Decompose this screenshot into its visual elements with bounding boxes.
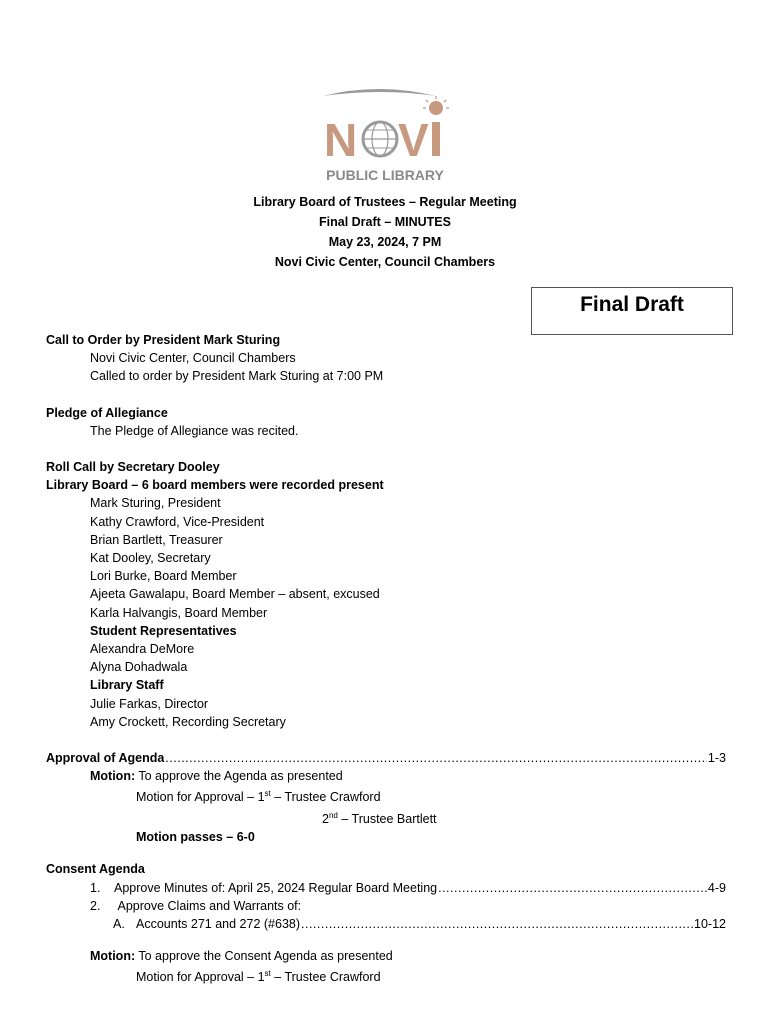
text-line: The Pledge of Allegiance was recited. xyxy=(90,423,299,438)
ordinal-sup: nd xyxy=(328,810,338,820)
section-heading-call-to-order: Call to Order by President Mark Sturing xyxy=(46,333,281,347)
motion-label: Motion: xyxy=(90,949,136,964)
agenda-heading-line xyxy=(46,749,726,767)
page-range: 1-3 xyxy=(707,751,726,766)
consent-subitem-a xyxy=(46,915,726,933)
header-title: Library Board of Trustees – Regular Meeting xyxy=(253,195,517,209)
approval-line xyxy=(46,785,726,806)
section-heading-agenda: Approval of Agenda xyxy=(46,751,165,766)
consent-item-2 xyxy=(46,897,726,915)
page-range: 10-12 xyxy=(694,917,726,931)
approval-line xyxy=(46,965,726,986)
item-number: 1. xyxy=(90,880,101,895)
section-heading-roll-call: Roll Call by Secretary Dooley xyxy=(46,460,220,475)
ordinal-sup: st xyxy=(264,789,271,799)
dot-leader xyxy=(165,749,707,767)
text-line: Novi Civic Center, Council Chambers xyxy=(90,351,296,366)
section-heading-pledge: Pledge of Allegiance xyxy=(46,405,168,420)
staff-member: Amy Crockett, Recording Secretary xyxy=(90,714,286,729)
final-draft-stamp: Final Draft xyxy=(531,287,733,335)
board-member: Kathy Crawford, Vice-President xyxy=(90,514,265,529)
section-subheading-board: Library Board – 6 board members were recorded present xyxy=(46,478,384,493)
approval-text: Motion for Approval – 1 xyxy=(136,970,265,985)
header-date: May 23, 2024, 7 PM xyxy=(328,235,442,249)
board-member: Ajeeta Gawalapu, Board Member – absent, excused xyxy=(90,587,380,602)
minutes-body xyxy=(46,331,726,987)
approval-text: Motion for Approval – 1 xyxy=(136,790,265,805)
dot-leader xyxy=(438,879,707,897)
svg-text:V: V xyxy=(398,114,429,166)
approval-trustee: – Trustee Crawford xyxy=(270,970,381,985)
item-number: 2. xyxy=(90,898,101,913)
novi-library-logo xyxy=(318,84,453,184)
motion-text: To approve the Consent Agenda as presented xyxy=(135,949,393,964)
board-member: Karla Halvangis, Board Member xyxy=(90,605,268,620)
item-text: Approve Minutes of: April 25, 2024 Regular Board Meeting xyxy=(114,880,438,895)
motion-label: Motion: xyxy=(90,769,136,784)
board-member: Mark Sturing, President xyxy=(90,496,221,511)
ordinal-sup: st xyxy=(264,969,271,979)
header-subtitle: Final Draft – MINUTES xyxy=(319,215,451,229)
motion-line xyxy=(46,947,726,965)
board-member: Lori Burke, Board Member xyxy=(90,569,237,584)
second-line xyxy=(46,807,726,828)
item-number: A. xyxy=(113,917,125,931)
motion-text: To approve the Agenda as presented xyxy=(135,769,343,784)
logo-subtitle: PUBLIC LIBRARY xyxy=(326,167,444,183)
header-location: Novi Civic Center, Council Chambers xyxy=(274,255,496,269)
consent-item-1 xyxy=(46,879,726,897)
student-rep: Alyna Dohadwala xyxy=(90,660,188,675)
subheading-staff: Library Staff xyxy=(90,678,164,693)
motion-result: Motion passes – 6-0 xyxy=(136,830,255,845)
staff-member: Julie Farkas, Director xyxy=(90,696,209,711)
board-member: Brian Bartlett, Treasurer xyxy=(90,532,223,547)
item-text: Approve Claims and Warrants of: xyxy=(117,898,302,913)
second-trustee: – Trustee Bartlett xyxy=(337,811,437,826)
approval-trustee: – Trustee Crawford xyxy=(270,790,381,805)
svg-text:N: N xyxy=(324,114,358,166)
text-line: Called to order by President Mark Sturing at 7:00 PM xyxy=(90,369,384,384)
subheading-students: Student Representatives xyxy=(90,623,237,638)
motion-line xyxy=(46,767,726,785)
page-range: 4-9 xyxy=(707,880,726,895)
second-text: 2 xyxy=(322,811,329,826)
section-heading-consent: Consent Agenda xyxy=(46,862,145,877)
board-member: Kat Dooley, Secretary xyxy=(90,551,211,566)
dot-leader xyxy=(301,915,693,933)
document-header xyxy=(0,192,770,272)
student-rep: Alexandra DeMore xyxy=(90,642,195,657)
item-text: Accounts 271 and 272 (#638) xyxy=(136,917,301,931)
